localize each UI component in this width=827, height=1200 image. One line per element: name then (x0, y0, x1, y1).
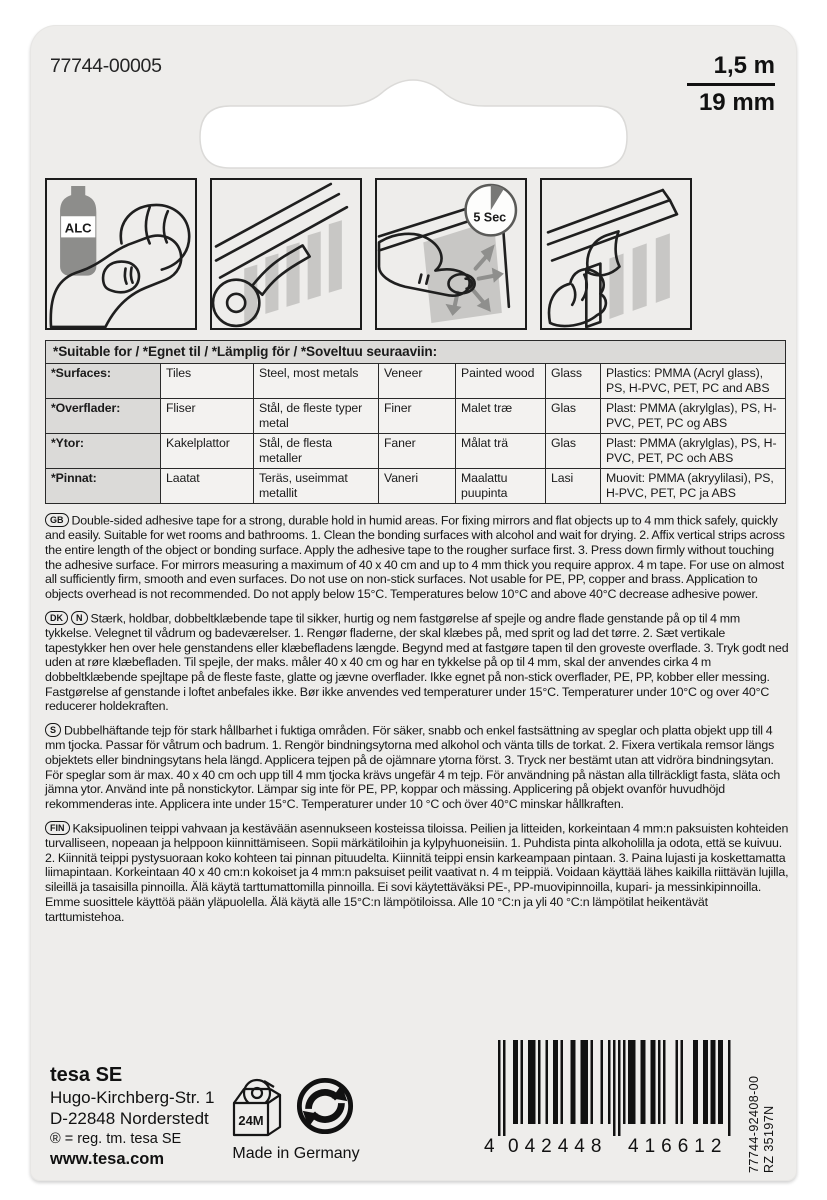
barcode-digit-first: 4 (484, 1136, 495, 1157)
country-of-origin: Made in Germany (232, 1145, 360, 1162)
timer-icon (466, 185, 516, 235)
pictogram-apply-tape-strips (210, 178, 362, 330)
row-label: *Ytor: (46, 434, 161, 469)
dimension-divider (687, 83, 775, 86)
lang-badge-dk: DK (45, 611, 68, 625)
row-label: *Surfaces: (46, 364, 161, 399)
table-row (46, 469, 786, 504)
timer-label: 5 Sec (473, 210, 507, 225)
cell: Veneer (379, 364, 456, 399)
instructions (45, 513, 789, 933)
cell: Vaneri (379, 469, 456, 504)
tape-width: 19 mm (698, 89, 775, 116)
cell: Plast: PMMA (akrylglas), PS, H-PVC, PET, PC och ABS (601, 434, 786, 469)
row-label: *Overflader: (46, 399, 161, 434)
paragraph-text: Kaksipuolinen teippi vahvaan ja kestävään asennukseen kosteissa tiloissa. Peilien ja litteiden, korkeintaan 4 mm:n paksuisten kohteiden turvalliseen, nopeaan ja helppoon kiinnittämiseen. Sopii märkätiloihin ja kylpyhuoneisiin. 1. Puhdista pinta alkoholilla ja odota, että se kuivuu. 2. Kiinnitä teippi pystysuoraan koko kohteen tai pinnan pituudelta. Kiinnitä teippi ensin karkeampaan pintaan. 3. Paina lujasti ja koskettamatta liimapintaan. Korkeintaan 40 x 40 cm:n kokoiset ja 4 mm:n paksuiset peilit vaativat n. 4 m teippiä. Voidaan käyttää lähes kaikilla riittävän lujilla, sileillä ja tasaisilla pinnoilla. Älä käytä tarttumattomilla pinnoilla. Ei sovi käytettäväksi PE-, PP-muovipinnoilla, kupari- ja messinkipinnoilla. Emme suosittele käyttöä pään yläpuolella. Älä käytä alle 15°C:n lämpötiloissa. Alle 10 °C:n ja yli 40 °C:n lämpötilat heikentävät tarttumistehoa. (45, 821, 789, 924)
paragraph-s (45, 723, 789, 812)
alc-label: ALC (64, 220, 92, 236)
cell: Steel, most metals (254, 364, 379, 399)
pictogram-press-5-seconds (375, 178, 527, 330)
cell: Glas (546, 399, 601, 434)
website-url: www.tesa.com (50, 1150, 165, 1168)
tape-length: 1,5 m (713, 52, 775, 79)
peeling-hand-icon (549, 231, 619, 326)
tape-dimensions (687, 51, 775, 118)
cell: Plastics: PMMA (Acryl glass), PS, H-PVC, PET, PC and ABS (601, 364, 786, 399)
alcohol-bottle-icon (60, 186, 96, 276)
cell: Kakelplattor (161, 434, 254, 469)
paragraph-fin (45, 821, 789, 924)
manufacturer-address (50, 1063, 214, 1170)
paragraph-dk-n (45, 611, 789, 714)
address-line: D-22848 Norderstedt (50, 1109, 209, 1128)
suitability-table (45, 340, 786, 504)
pictogram-clean-with-alcohol (45, 178, 197, 330)
cell: Tiles (161, 364, 254, 399)
cell: Glass (546, 364, 601, 399)
cell: Fliser (161, 399, 254, 434)
cell: Muovit: PMMA (akryylilasi), PS, H-PVC, PET, PC ja ABS (601, 469, 786, 504)
pictogram-peel-liner (540, 178, 692, 330)
paragraph-text: Dubbelhäftande tejp för stark hållbarhet i fuktiga områden. För säker, snabb och enkel fastsättning av speglar och platta objekt upp till 4 mm tjocka. Passar för våtrum och badrum. 1. Rengör bindningsytorna med alkohol och vänta tills de torkat. 2. Fixera vertikala remsor längs objektets eller bindningsytans hela längd. Applicera tejpen på de ojämnare ytorna först. 3. Tryck ner bestämt utan att vidröra bindningsytan. För speglar som är max. 40 x 40 cm och upp till 4 mm tjocka krävs ungefär 4 m tejp. För användning på nästan alla tillräckligt fasta, släta och jämna ytor. Använd inte på nonstickytor. Lämpar sig inte för PE, PP, koppar och mässing. Applicering på objekt ovanför huvudhöjd rekommenderas inte. Applicera inte under 15°C. Temperaturer under 10 °C och över 40°C minskar hållkraften. (45, 723, 781, 812)
cell: Stål, de fleste typer metal (254, 399, 379, 434)
cell: Faner (379, 434, 456, 469)
paragraph-text: Stærk, holdbar, dobbeltklæbende tape til sikker, hurtig og nem fastgørelse af spejle og andre flade genstande på op til 4 mm tykkelse. Velegnet til vådrum og badeværelser. 1. Rengør fladerne, der skal klæbes på, med sprit og lad det tørre. 2. Sæt vertikale tapestykker hen over hele genstandens eller klæbefladens længde. Begynd med at fastgøre tapen til den groveste overflade. 3. Tryk godt ned uden at røre klæbefladen. Til spejle, der maks. måler 40 x 40 cm og har en tykkelse på op til 4 mm, skal der anvendes cirka 4 m dobbeltklæbende spejltape på de fleste faste, glatte og jævne overflader. Ikke egnet på non-stick overflader, PE, PP, kobber eller messing. Fastgørelse af genstande i loftet anbefales ikke. Bør ikke anvendes ved temperaturer under 15°C. Temperaturer under 10°C og over 40°C reducerer holdekraften. (45, 611, 789, 714)
euro-hang-tab-cutout (190, 73, 650, 173)
barcode-digits-left: 042448 (508, 1136, 608, 1157)
cell: Maalattu puupinta (456, 469, 546, 504)
company-name: tesa SE (50, 1064, 123, 1086)
cell: Teräs, useimmat metallit (254, 469, 379, 504)
table-row (46, 364, 786, 399)
green-dot-recycle-icon (296, 1077, 354, 1135)
cell: Målat trä (456, 434, 546, 469)
paragraph-text: Double-sided adhesive tape for a strong, durable hold in humid areas. For fixing mirrors and flat objects up to 4 mm thick safely, quickly and easily. Suitable for wet rooms and bathrooms. 1. Clean the bonding surfaces with alcohol and wait for drying. 2. Affix vertical strips across the entire length of the object or bonding surface. Apply the adhesive tape to the rougher surface first. 3. Press down firmly without touching the adhesive surface. For mirrors measuring a maximum of 40 x 40 cm and up to 4 mm thick you require approx. 4 m tape. For use on almost all sufficiently firm, smooth and even surfaces. Do not use on non-stick surfaces. Not usable for PE, PP, copper and brass. Application to objects overhead is not recommended. Do not apply below 15°C. Temperatures below 10°C and above 40°C decrease adhesive power. (45, 513, 785, 602)
table-row (46, 434, 786, 469)
lang-badge-fin: FIN (45, 821, 70, 835)
production-code-line: 77744-92408-00 (747, 1075, 761, 1173)
cell: Lasi (546, 469, 601, 504)
shelf-life-label: 24M (238, 1113, 264, 1128)
table-header: *Suitable for / *Egnet til / *Lämplig för / *Soveltuu seuraaviin: (46, 341, 786, 364)
row-label: *Pinnat: (46, 469, 161, 504)
cell: Plast: PMMA (akrylglas), PS, H-PVC, PET, PC og ABS (601, 399, 786, 434)
shelf-life-24m-icon (230, 1073, 284, 1143)
lang-badge-n: N (71, 611, 88, 625)
cell: Glas (546, 434, 601, 469)
cell: Painted wood (456, 364, 546, 399)
barcode-bars (498, 1040, 732, 1136)
paragraph-gb (45, 513, 789, 602)
cell: Malet træ (456, 399, 546, 434)
lang-badge-s: S (45, 723, 61, 737)
article-number: 77744-00005 (50, 55, 162, 77)
table-header-row (46, 341, 786, 364)
barcode (482, 1040, 732, 1158)
cell: Finer (379, 399, 456, 434)
address-line: Hugo-Kirchberg-Str. 1 (50, 1088, 215, 1107)
cell: Laatat (161, 469, 254, 504)
frame-icon (216, 184, 347, 278)
package-back-card (30, 25, 797, 1181)
trademark-line: ® = reg. tm. tesa SE (50, 1131, 182, 1147)
production-codes (747, 1013, 779, 1173)
lang-badge-gb: GB (45, 513, 69, 527)
cell: Stål, de flesta metaller (254, 434, 379, 469)
table-row (46, 399, 786, 434)
barcode-digits-right: 416612 (628, 1136, 728, 1157)
production-code-line: RZ 35197N (762, 1105, 776, 1173)
